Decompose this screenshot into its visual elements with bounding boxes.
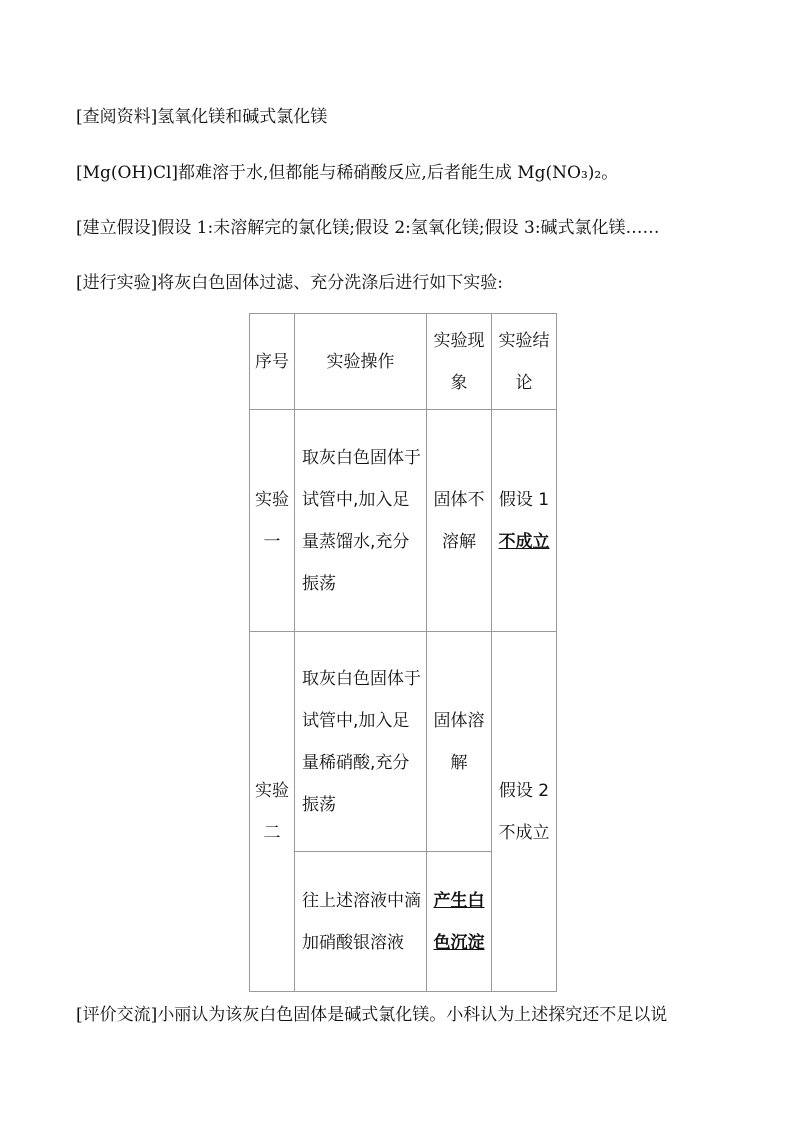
header-number: 序号 [250,314,295,410]
table-header-row [250,314,557,410]
table-row [250,410,557,632]
experiment-operation-2b: 往上述溶液中滴加硝酸银溶液 [295,852,427,992]
paragraph-reference-info: [查阅资料]氢氧化镁和碱式氯化镁 [76,107,328,127]
experiment-phenomenon-2a: 固体溶解 [427,632,492,852]
experiment-id-2: 实验二 [250,632,295,992]
experiment-id-1: 实验一 [250,410,295,632]
experiment-conclusion-2: 假设 2 不成立 [492,632,557,992]
header-operation: 实验操作 [295,314,427,410]
header-conclusion: 实验结论 [492,314,557,410]
paragraph-experiment-intro: [进行实验]将灰白色固体过滤、充分洗涤后进行如下实验: [76,273,503,293]
paragraph-evaluation: [评价交流]小丽认为该灰白色固体是碱式氯化镁。小科认为上述探究还不足以说 [76,1005,668,1025]
answer-white-precipitate: 产生白色沉淀 [427,852,492,992]
answer-not-valid: 不成立 [498,531,550,552]
experiment-phenomenon-1: 固体不溶解 [427,410,492,632]
header-phenomenon: 实验现象 [427,314,492,410]
experiment-operation-2a: 取灰白色固体于试管中,加入足量稀硝酸,充分振荡 [295,632,427,852]
conclusion-label: 假设 1 [498,489,550,510]
paragraph-hypotheses: [建立假设]假设 1:未溶解完的氯化镁;假设 2:氢氧化镁;假设 3:碱式氯化镁…… [76,218,660,238]
experiment-operation-1: 取灰白色固体于试管中,加入足量蒸馏水,充分振荡 [295,410,427,632]
table-row [250,632,557,852]
experiment-table [249,313,557,992]
experiment-conclusion-1 [492,410,557,632]
paragraph-property-description: [Mg(OH)Cl]都难溶于水,但都能与稀硝酸反应,后者能生成 Mg(NO₃)₂。 [76,163,619,183]
